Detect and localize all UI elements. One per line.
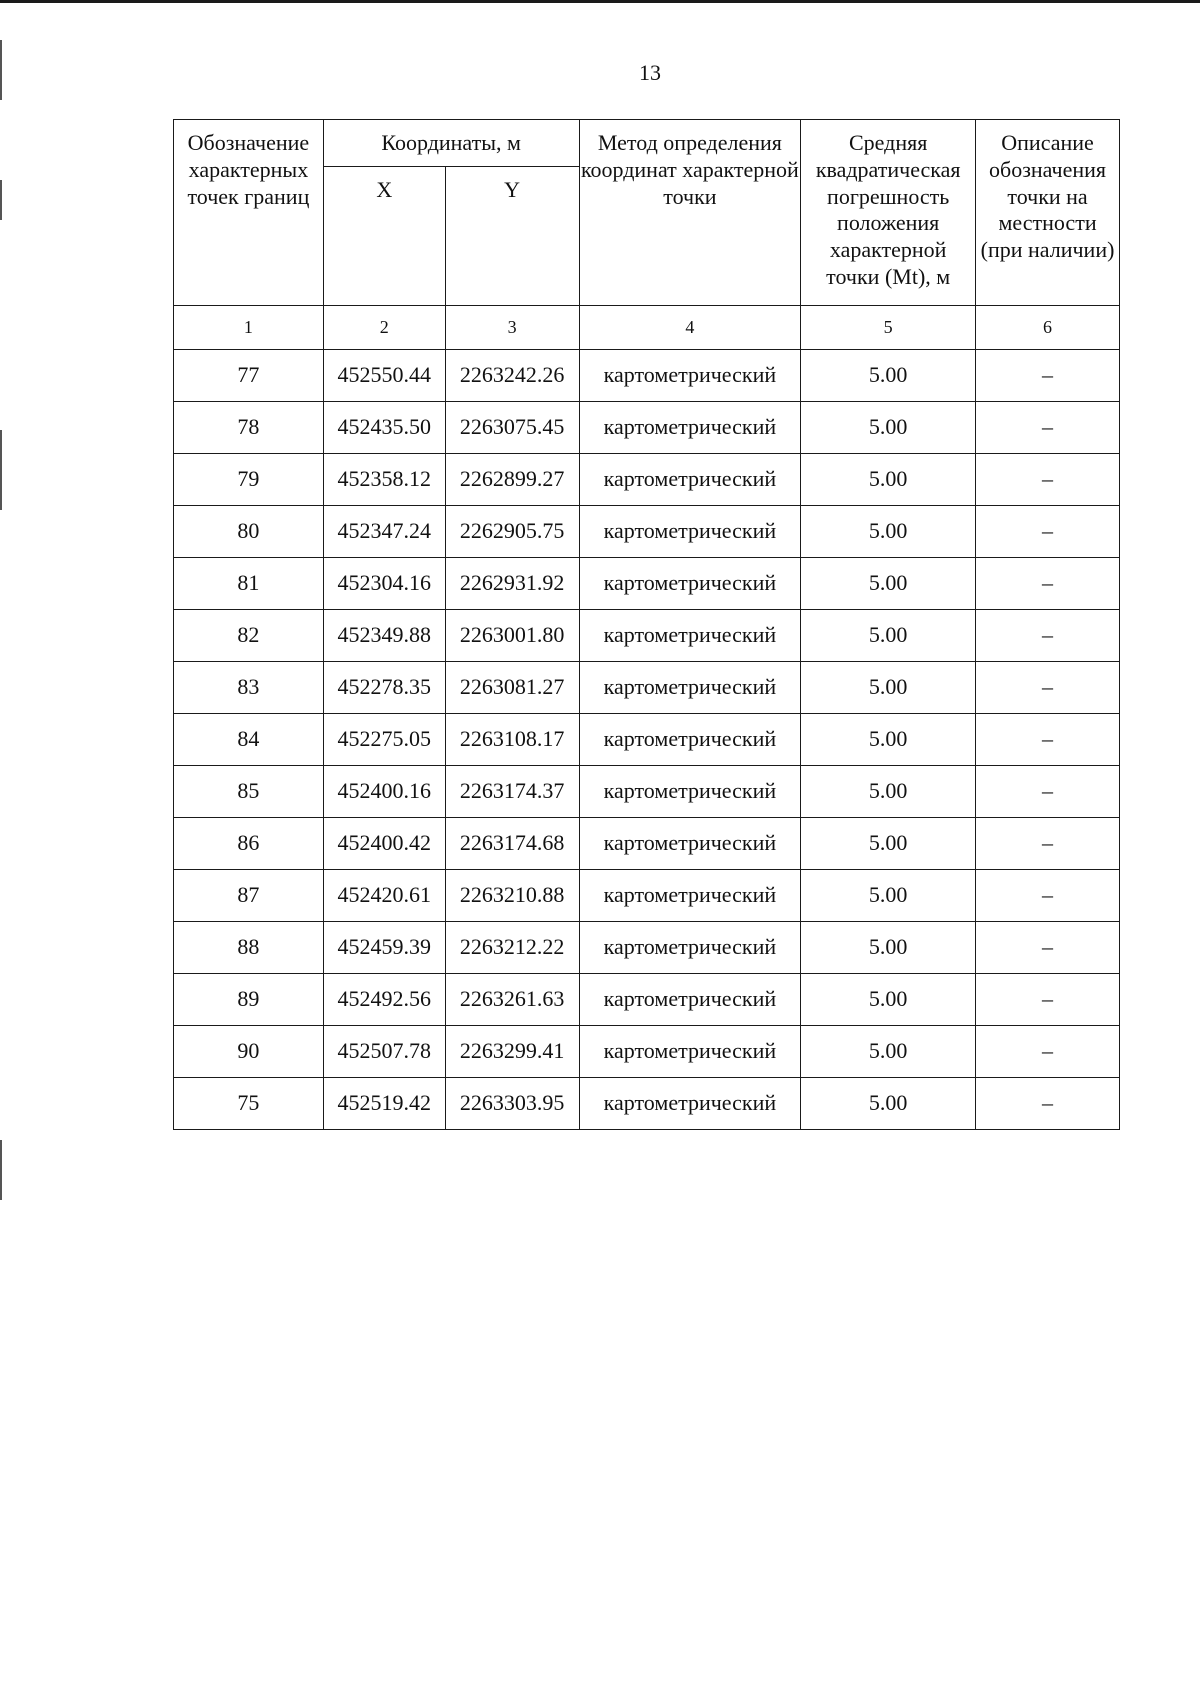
cell-y: 2263108.17: [445, 714, 579, 766]
cell-method: картометрический: [579, 662, 801, 714]
cell-error: 5.00: [801, 558, 976, 610]
cell-error: 5.00: [801, 818, 976, 870]
cell-description: –: [976, 558, 1120, 610]
table-row: [174, 350, 1120, 402]
header-method: Метод определения координат характерной точки: [579, 120, 801, 306]
cell-point: 77: [174, 350, 324, 402]
cell-error: 5.00: [801, 506, 976, 558]
cell-description: –: [976, 714, 1120, 766]
cell-error: 5.00: [801, 350, 976, 402]
cell-y: 2263299.41: [445, 1026, 579, 1078]
cell-point: 81: [174, 558, 324, 610]
cell-error: 5.00: [801, 974, 976, 1026]
cell-error: 5.00: [801, 610, 976, 662]
column-number: 6: [976, 306, 1120, 350]
cell-error: 5.00: [801, 714, 976, 766]
cell-point: 80: [174, 506, 324, 558]
cell-description: –: [976, 1078, 1120, 1130]
cell-method: картометрический: [579, 818, 801, 870]
cell-error: 5.00: [801, 662, 976, 714]
cell-description: –: [976, 454, 1120, 506]
cell-description: –: [976, 766, 1120, 818]
cell-x: 452358.12: [323, 454, 445, 506]
cell-method: картометрический: [579, 402, 801, 454]
cell-description: –: [976, 402, 1120, 454]
cell-point: 86: [174, 818, 324, 870]
header-coords: Координаты, м: [323, 120, 579, 167]
cell-x: 452275.05: [323, 714, 445, 766]
cell-x: 452435.50: [323, 402, 445, 454]
cell-x: 452278.35: [323, 662, 445, 714]
cell-point: 79: [174, 454, 324, 506]
cell-y: 2263174.68: [445, 818, 579, 870]
column-number: 5: [801, 306, 976, 350]
cell-method: картометрический: [579, 714, 801, 766]
cell-error: 5.00: [801, 1078, 976, 1130]
table-row: [174, 662, 1120, 714]
cell-point: 88: [174, 922, 324, 974]
cell-point: 84: [174, 714, 324, 766]
table-row: [174, 974, 1120, 1026]
scan-left-mark: [0, 180, 2, 220]
cell-point: 89: [174, 974, 324, 1026]
page-number: 13: [639, 60, 661, 85]
table-body: [174, 350, 1120, 1130]
cell-method: картометрический: [579, 506, 801, 558]
cell-y: 2262931.92: [445, 558, 579, 610]
table-row: [174, 454, 1120, 506]
cell-point: 82: [174, 610, 324, 662]
cell-y: 2263242.26: [445, 350, 579, 402]
cell-x: 452304.16: [323, 558, 445, 610]
scan-left-mark: [0, 430, 2, 510]
cell-y: 2263303.95: [445, 1078, 579, 1130]
column-number-row: [174, 306, 1120, 350]
header-point: Обозначение характерных точек границ: [174, 120, 324, 306]
scan-top-edge: [0, 0, 1200, 3]
cell-point: 85: [174, 766, 324, 818]
cell-method: картометрический: [579, 454, 801, 506]
table-row: [174, 1078, 1120, 1130]
header-error: Средняя квадратическая погрешность положения характерной точки (Mt), м: [801, 120, 976, 306]
cell-point: 75: [174, 1078, 324, 1130]
table-row: [174, 1026, 1120, 1078]
column-number: 4: [579, 306, 801, 350]
cell-description: –: [976, 922, 1120, 974]
cell-description: –: [976, 974, 1120, 1026]
cell-method: картометрический: [579, 766, 801, 818]
table-row: [174, 818, 1120, 870]
cell-x: 452550.44: [323, 350, 445, 402]
cell-y: 2263261.63: [445, 974, 579, 1026]
cell-description: –: [976, 662, 1120, 714]
cell-y: 2263210.88: [445, 870, 579, 922]
cell-description: –: [976, 870, 1120, 922]
cell-y: 2263075.45: [445, 402, 579, 454]
cell-method: картометрический: [579, 1078, 801, 1130]
header-description: Описание обозначения точки на местности (при наличии): [976, 120, 1120, 306]
header-y: Y: [445, 167, 579, 306]
cell-x: 452349.88: [323, 610, 445, 662]
cell-method: картометрический: [579, 922, 801, 974]
cell-point: 83: [174, 662, 324, 714]
cell-method: картометрический: [579, 350, 801, 402]
cell-x: 452400.16: [323, 766, 445, 818]
cell-method: картометрический: [579, 558, 801, 610]
table-row: [174, 922, 1120, 974]
column-number: 1: [174, 306, 324, 350]
table-row: [174, 558, 1120, 610]
cell-method: картометрический: [579, 1026, 801, 1078]
table-row: [174, 870, 1120, 922]
cell-error: 5.00: [801, 766, 976, 818]
cell-point: 78: [174, 402, 324, 454]
cell-method: картометрический: [579, 870, 801, 922]
cell-x: 452519.42: [323, 1078, 445, 1130]
cell-description: –: [976, 350, 1120, 402]
cell-error: 5.00: [801, 1026, 976, 1078]
cell-error: 5.00: [801, 402, 976, 454]
cell-description: –: [976, 818, 1120, 870]
cell-error: 5.00: [801, 922, 976, 974]
cell-y: 2262899.27: [445, 454, 579, 506]
cell-x: 452347.24: [323, 506, 445, 558]
table-row: [174, 766, 1120, 818]
scan-left-mark: [0, 1140, 2, 1200]
cell-description: –: [976, 506, 1120, 558]
cell-x: 452420.61: [323, 870, 445, 922]
cell-point: 87: [174, 870, 324, 922]
cell-x: 452507.78: [323, 1026, 445, 1078]
cell-method: картометрический: [579, 974, 801, 1026]
cell-y: 2262905.75: [445, 506, 579, 558]
cell-x: 452492.56: [323, 974, 445, 1026]
cell-error: 5.00: [801, 454, 976, 506]
cell-description: –: [976, 1026, 1120, 1078]
cell-x: 452400.42: [323, 818, 445, 870]
cell-method: картометрический: [579, 610, 801, 662]
table-row: [174, 506, 1120, 558]
cell-y: 2263174.37: [445, 766, 579, 818]
table-row: [174, 610, 1120, 662]
cell-description: –: [976, 610, 1120, 662]
cell-error: 5.00: [801, 870, 976, 922]
column-number: 2: [323, 306, 445, 350]
cell-x: 452459.39: [323, 922, 445, 974]
cell-y: 2263212.22: [445, 922, 579, 974]
cell-y: 2263081.27: [445, 662, 579, 714]
cell-point: 90: [174, 1026, 324, 1078]
cell-y: 2263001.80: [445, 610, 579, 662]
coordinates-table: [173, 119, 1120, 1130]
header-x: X: [323, 167, 445, 306]
table-row: [174, 714, 1120, 766]
table-row: [174, 402, 1120, 454]
column-number: 3: [445, 306, 579, 350]
